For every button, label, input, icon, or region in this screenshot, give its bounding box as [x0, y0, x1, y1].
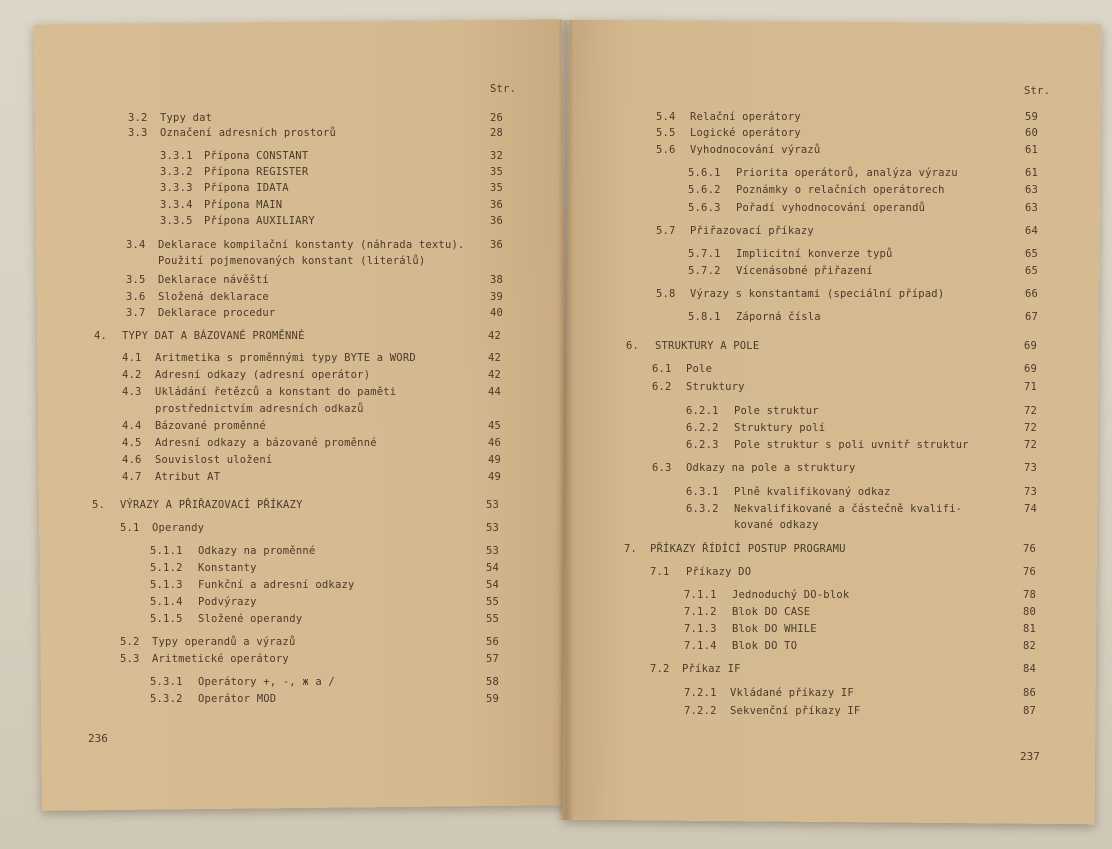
right-toc-entry-number: 5.5 [656, 127, 676, 139]
right-toc-entry-title: Pořadí vyhodnocování operandů [736, 202, 926, 214]
left-toc-entry-page: 40 [490, 307, 504, 319]
right-toc-entry-number: 5.6 [656, 144, 676, 156]
right-toc-entry-title: Příkazy DO [686, 566, 752, 578]
right-toc-entry-title: Priorita operátorů, analýza výrazu [736, 167, 958, 179]
right-toc-entry-page: 86 [1023, 687, 1037, 699]
left-toc-entry-number: 3.3.4 [160, 199, 193, 211]
right-toc-entry-page: 73 [1024, 486, 1038, 498]
right-toc-entry-page: 65 [1025, 265, 1039, 277]
left-toc-entry-number: 3.4 [126, 239, 146, 251]
left-toc-entry-number: 4.7 [122, 471, 142, 483]
left-toc-entry-number: 5.3.2 [150, 693, 183, 705]
left-toc-entry-page: 36 [490, 239, 504, 251]
right-toc-entry-title: Implicitní konverze typů [736, 248, 893, 260]
left-toc-entry-page: 54 [486, 562, 500, 574]
right-toc-entry-number: 5.8 [656, 288, 676, 300]
left-toc-entry-title: Deklarace návěští [158, 274, 269, 286]
left-toc-entry-page: 55 [486, 596, 500, 608]
left-toc-entry-page: 35 [490, 166, 504, 178]
right-toc-entry-page: 82 [1023, 640, 1037, 652]
right-toc-entry-number: 6.2 [652, 381, 672, 393]
right-toc-entry-title: Blok DO CASE [732, 606, 811, 618]
right-toc-entry-number: 6.3.1 [686, 486, 719, 498]
left-toc-entry-number: 5.2 [120, 636, 140, 648]
left-toc-entry-page: 53 [486, 499, 500, 511]
left-str-header: Str. [490, 83, 517, 95]
left-toc-entry-number: 5.3.1 [150, 676, 183, 688]
right-toc-entry-number: 6.3.2 [686, 503, 719, 515]
right-toc-entry-number: 5.8.1 [688, 311, 721, 323]
right-toc-entry-number: 6.3 [652, 462, 672, 474]
right-toc-entry-page: 78 [1023, 589, 1037, 601]
right-toc-entry-page: 81 [1023, 623, 1037, 635]
left-toc-entry-page: 36 [490, 199, 504, 211]
left-toc-entry-number: 4.4 [122, 420, 142, 432]
left-toc-entry-number: 3.6 [126, 291, 146, 303]
right-toc-entry-page: 67 [1025, 311, 1039, 323]
left-toc-entry-title: Deklarace kompilační konstanty (náhrada textu). [158, 239, 465, 251]
left-toc-entry-number: 4.5 [122, 437, 142, 449]
left-toc-entry-page: 42 [488, 352, 502, 364]
right-toc-entry-title: Odkazy na pole a struktury [686, 462, 856, 474]
left-toc-entry-number: 5.3 [120, 653, 140, 665]
left-toc-entry-title: Souvislost uložení [155, 454, 273, 466]
right-toc-entry-page: 63 [1025, 184, 1039, 196]
right-toc-entry-title: Pole [686, 363, 713, 375]
left-toc-entry-title: Aritmetické operátory [152, 653, 289, 665]
right-toc-entry-number: 7.2.1 [684, 687, 717, 699]
left-toc-entry-title: Funkční a adresní odkazy [198, 579, 355, 591]
left-toc-entry-number: 3.3.2 [160, 166, 193, 178]
right-toc-entry-title: Vyhodnocování výrazů [690, 144, 821, 156]
right-toc-entry-number: 7. [624, 543, 638, 555]
left-toc-entry-number: 4.2 [122, 369, 142, 381]
left-toc-entry-title: Ukládání řetězců a konstant do paměti [155, 386, 397, 398]
left-toc-entry-title: Složené operandy [198, 613, 303, 625]
right-page-number: 237 [1020, 750, 1040, 763]
left-toc-entry-page: 45 [488, 420, 502, 432]
right-toc-entry-number: 7.1.2 [684, 606, 717, 618]
left-toc-entry-number: 4.1 [122, 352, 142, 364]
left-toc-entry-page: 42 [488, 369, 502, 381]
right-toc-entry-title: Příkaz IF [682, 663, 741, 675]
right-toc-entry-page: 72 [1024, 405, 1038, 417]
right-toc-entry-page: 69 [1024, 363, 1038, 375]
right-toc-entry-title: Pole struktur s poli uvnitř struktur [734, 439, 969, 451]
left-toc-entry-title: Konstanty [198, 562, 257, 574]
left-toc-entry-title: Složená deklarace [158, 291, 269, 303]
right-toc-entry-page: 71 [1024, 381, 1038, 393]
left-toc-entry-number: 3.3 [128, 127, 148, 139]
left-toc-entry-title: TYPY DAT A BÁZOVANÉ PROMĚNNÉ [122, 330, 305, 342]
right-toc-entry-number: 7.1.3 [684, 623, 717, 635]
left-toc-entry-page: 42 [488, 330, 502, 342]
right-str-header: Str. [1024, 85, 1051, 97]
left-toc-entry-page: 26 [490, 112, 504, 124]
right-toc-entry-number: 6. [626, 340, 640, 352]
right-toc-entry-number: 5.7.1 [688, 248, 721, 260]
left-toc-entry-number: 3.5 [126, 274, 146, 286]
right-toc-entry-number: 5.7.2 [688, 265, 721, 277]
left-toc-entry-page: 46 [488, 437, 502, 449]
left-toc-entry-number: 4.3 [122, 386, 142, 398]
right-toc-entry-title: Výrazy s konstantami (speciální případ) [690, 288, 945, 300]
left-toc-entry-page: 28 [490, 127, 504, 139]
left-toc-entry-title: Odkazy na proměnné [198, 545, 316, 557]
right-toc-entry-number: 5.4 [656, 111, 676, 123]
left-toc-entry-title: Typy operandů a výrazů [152, 636, 296, 648]
right-toc-entry-number: 6.2.2 [686, 422, 719, 434]
right-toc-entry-page: 74 [1024, 503, 1038, 515]
left-toc-entry-title: prostřednictvím adresních odkazů [155, 403, 364, 415]
right-toc-entry-page: 69 [1024, 340, 1038, 352]
left-toc-entry-page: 56 [486, 636, 500, 648]
left-toc-entry-title: Operandy [152, 522, 205, 534]
right-toc-entry-title: Blok DO TO [732, 640, 798, 652]
right-toc-entry-page: 66 [1025, 288, 1039, 300]
right-toc-entry-number: 7.1.1 [684, 589, 717, 601]
right-toc-entry-page: 76 [1023, 543, 1037, 555]
right-toc-entry-number: 7.1 [650, 566, 670, 578]
left-toc-entry-number: 4. [94, 330, 108, 342]
left-toc-entry-number: 5.1.1 [150, 545, 183, 557]
left-toc-entry-number: 3.3.1 [160, 150, 193, 162]
left-toc-entry-title: Adresní odkazy (adresní operátor) [155, 369, 371, 381]
left-toc-entry-number: 3.3.5 [160, 215, 193, 227]
left-toc-entry-title: Označení adresních prostorů [160, 127, 337, 139]
right-toc-entry-page: 73 [1024, 462, 1038, 474]
right-toc-entry-page: 64 [1025, 225, 1039, 237]
right-toc-entry-title: Pole struktur [734, 405, 819, 417]
left-toc-entry-page: 49 [488, 471, 502, 483]
right-toc-entry-title: Relační operátory [690, 111, 801, 123]
left-toc-entry-title: Bázované proměnné [155, 420, 266, 432]
right-toc-entry-number: 7.2 [650, 663, 670, 675]
left-toc-entry-title: Přípona REGISTER [204, 166, 309, 178]
right-toc-entry-page: 87 [1023, 705, 1037, 717]
right-toc-entry-page: 84 [1023, 663, 1037, 675]
left-toc-entry-page: 32 [490, 150, 504, 162]
left-toc-entry-title: Přípona IDATA [204, 182, 289, 194]
left-toc-entry-title: Přípona MAIN [204, 199, 283, 211]
right-toc-entry-number: 5.6.3 [688, 202, 721, 214]
right-toc-entry-number: 5.6.2 [688, 184, 721, 196]
right-toc-entry-title: Jednoduchý DO-blok [732, 589, 850, 601]
right-toc-entry-title: STRUKTURY A POLE [655, 340, 760, 352]
right-toc-entry-number: 5.7 [656, 225, 676, 237]
left-toc-entry-number: 5.1.5 [150, 613, 183, 625]
right-toc-entry-number: 6.2.1 [686, 405, 719, 417]
left-toc-entry-page: 58 [486, 676, 500, 688]
left-toc-entry-title: Operátory +, -, ж a / [198, 676, 335, 688]
right-toc-entry-title: Záporná čísla [736, 311, 821, 323]
right-toc-entry-title: Vkládané příkazy IF [730, 687, 854, 699]
left-toc-entry-number: 5.1.4 [150, 596, 183, 608]
right-toc-entry-page: 80 [1023, 606, 1037, 618]
left-toc-entry-number: 3.2 [128, 112, 148, 124]
right-toc-entry-page: 76 [1023, 566, 1037, 578]
left-toc-entry-page: 57 [486, 653, 500, 665]
left-toc-entry-title: Aritmetika s proměnnými typy BYTE a WORD [155, 352, 416, 364]
right-toc-entry-number: 6.2.3 [686, 439, 719, 451]
left-toc-entry-number: 5.1 [120, 522, 140, 534]
left-toc-entry-page: 59 [486, 693, 500, 705]
right-toc-entry-number: 5.6.1 [688, 167, 721, 179]
left-toc-entry-page: 49 [488, 454, 502, 466]
left-page-number: 236 [88, 732, 108, 745]
left-toc-entry-title: Přípona AUXILIARY [204, 215, 315, 227]
left-toc-entry-number: 4.6 [122, 454, 142, 466]
right-toc-entry-title: Vícenásobné přiřazení [736, 265, 873, 277]
left-toc-entry-number: 5.1.3 [150, 579, 183, 591]
left-toc-entry-title: Přípona CONSTANT [204, 150, 309, 162]
right-toc-entry-page: 61 [1025, 144, 1039, 156]
left-toc-entry-title: Operátor MOD [198, 693, 277, 705]
right-toc-entry-title: Plně kvalifikovaný odkaz [734, 486, 891, 498]
right-toc-entry-title: Logické operátory [690, 127, 801, 139]
left-toc-entry-number: 5. [92, 499, 106, 511]
right-toc-entry-title: PŘÍKAZY ŘÍDÍCÍ POSTUP PROGRAMU [650, 543, 846, 555]
right-toc-entry-title: kované odkazy [734, 519, 819, 531]
left-toc-entry-page: 36 [490, 215, 504, 227]
right-toc-entry-page: 60 [1025, 127, 1039, 139]
right-toc-entry-number: 7.2.2 [684, 705, 717, 717]
left-toc-entry-title: Atribut AT [155, 471, 221, 483]
left-toc-entry-page: 55 [486, 613, 500, 625]
left-toc-entry-title: Adresní odkazy a bázované proměnné [155, 437, 377, 449]
right-toc-entry-page: 61 [1025, 167, 1039, 179]
left-toc-entry-page: 44 [488, 386, 502, 398]
left-toc-entry-page: 39 [490, 291, 504, 303]
left-toc-entry-page: 35 [490, 182, 504, 194]
right-toc-entry-page: 72 [1024, 439, 1038, 451]
right-toc-entry-title: Nekvalifikované a částečně kvalifi- [734, 503, 963, 515]
right-toc-entry-page: 63 [1025, 202, 1039, 214]
left-toc-entry-title: Typy dat [160, 112, 213, 124]
left-toc-entry-page: 53 [486, 522, 500, 534]
right-toc-entry-title: Sekvenční příkazy IF [730, 705, 861, 717]
left-toc-entry-title: VÝRAZY A PŘIŘAZOVACÍ PŘÍKAZY [120, 499, 303, 511]
left-toc-entry-number: 3.3.3 [160, 182, 193, 194]
left-toc-entry-number: 3.7 [126, 307, 146, 319]
right-toc-entry-title: Poznámky o relačních operátorech [736, 184, 945, 196]
right-toc-entry-number: 7.1.4 [684, 640, 717, 652]
right-toc-entry-title: Přiřazovací příkazy [690, 225, 814, 237]
right-toc-entry-title: Blok DO WHILE [732, 623, 817, 635]
right-toc-entry-number: 6.1 [652, 363, 672, 375]
right-toc-entry-title: Struktury [686, 381, 745, 393]
right-toc-entry-page: 59 [1025, 111, 1039, 123]
left-toc-entry-title: Deklarace procedur [158, 307, 276, 319]
left-toc-entry-number: 5.1.2 [150, 562, 183, 574]
right-toc-entry-page: 72 [1024, 422, 1038, 434]
left-toc-entry-page: 53 [486, 545, 500, 557]
left-toc-entry-page: 38 [490, 274, 504, 286]
left-toc-entry-title: Podvýrazy [198, 596, 257, 608]
left-toc-entry-page: 54 [486, 579, 500, 591]
right-toc-entry-page: 65 [1025, 248, 1039, 260]
book-gutter [558, 20, 574, 820]
left-toc-entry-title: Použití pojmenovaných konstant (literálů) [158, 255, 426, 267]
right-toc-entry-title: Struktury polí [734, 422, 826, 434]
